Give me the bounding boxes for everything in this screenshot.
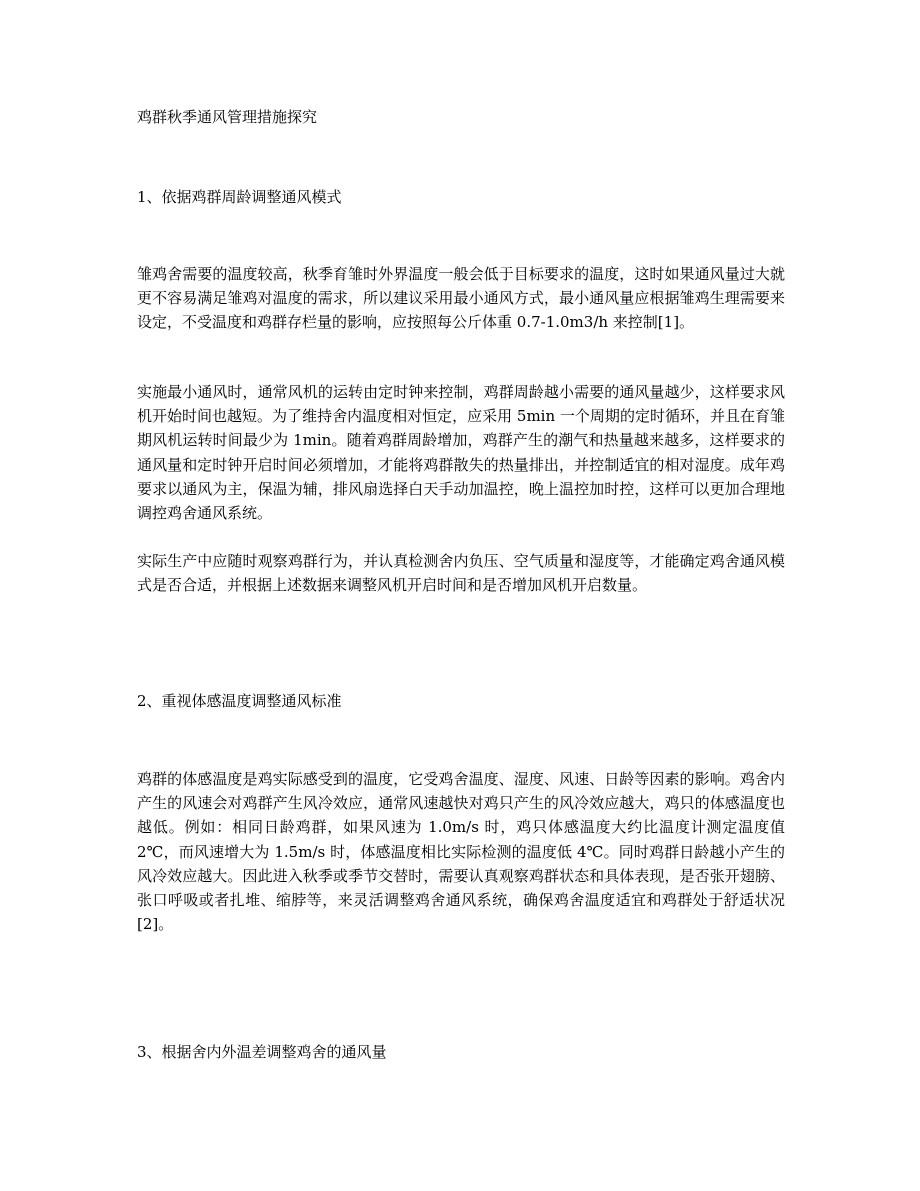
paragraph: 鸡群的体感温度是鸡实际感受到的温度，它受鸡舍温度、湿度、风速、日龄等因素的影响。鸡舍内产生的风速会对鸡群产生风冷效应，通常风速越快对鸡只产生的风冷效应越大，鸡只的体感温度也越低。例如：相同日龄鸡群，如果风速为 1.0m/s 时，鸡只体感温度大约比温度计测定温度值 2℃，而风速增大为 1.5m/s 时，体感温度相比实际检测的温度低 4℃。同时鸡群日龄越小产生的风冷效应越大。因此进入秋季或季节交替时，需要认真观察鸡群状态和具体表现，是否张开翅膀、张口呼吸或者扎堆、缩脖等，来灵活调整鸡舍通风系统，确保鸡舍温度适宜和鸡群处于舒适状况[2]。 xyxy=(137,770,785,934)
section-heading: 1、依据鸡群周龄调整通风模式 xyxy=(137,188,342,206)
paragraph: 雏鸡舍需要的温度较高，秋季育雏时外界温度一般会低于目标要求的温度，这时如果通风量过大就更不容易满足雏鸡对温度的需求，所以建议采用最小通风方式，最小通风量应根据雏鸡生理需要来设定，不受温度和鸡群存栏量的影响，应按照每公斤体重 0.7-1.0m3/h 来控制[1]。 xyxy=(137,265,785,332)
section-heading: 3、根据舍内外温差调整鸡舍的通风量 xyxy=(137,1043,387,1061)
paragraph: 实际生产中应随时观察鸡群行为，并认真检测舍内负压、空气质量和湿度等，才能确定鸡舍通风模式是否合适，并根据上述数据来调整风机开启时间和是否增加风机开启数量。 xyxy=(137,552,785,595)
paragraph: 实施最小通风时，通常风机的运转由定时钟来控制，鸡群周龄越小需要的通风量越少，这样要求风机开始时间也越短。为了维持舍内温度相对恒定，应采用 5min 一个周期的定时循环，并且在育雏期风机运转时间最少为 1min。随着鸡群周龄增加，鸡群产生的潮气和热量越来越多，这样要求的通风量和定时钟开启时间必须增加，才能将鸡群散失的热量排出，并控制适宜的相对湿度。成年鸡要求以通风为主，保温为辅，排风扇选择白天手动加温控，晚上温控加时控，这样可以更加合理地调控鸡舍通风系统。 xyxy=(137,383,785,523)
document-title: 鸡群秋季通风管理措施探究 xyxy=(137,108,318,126)
section-heading: 2、重视体感温度调整通风标准 xyxy=(137,692,342,710)
